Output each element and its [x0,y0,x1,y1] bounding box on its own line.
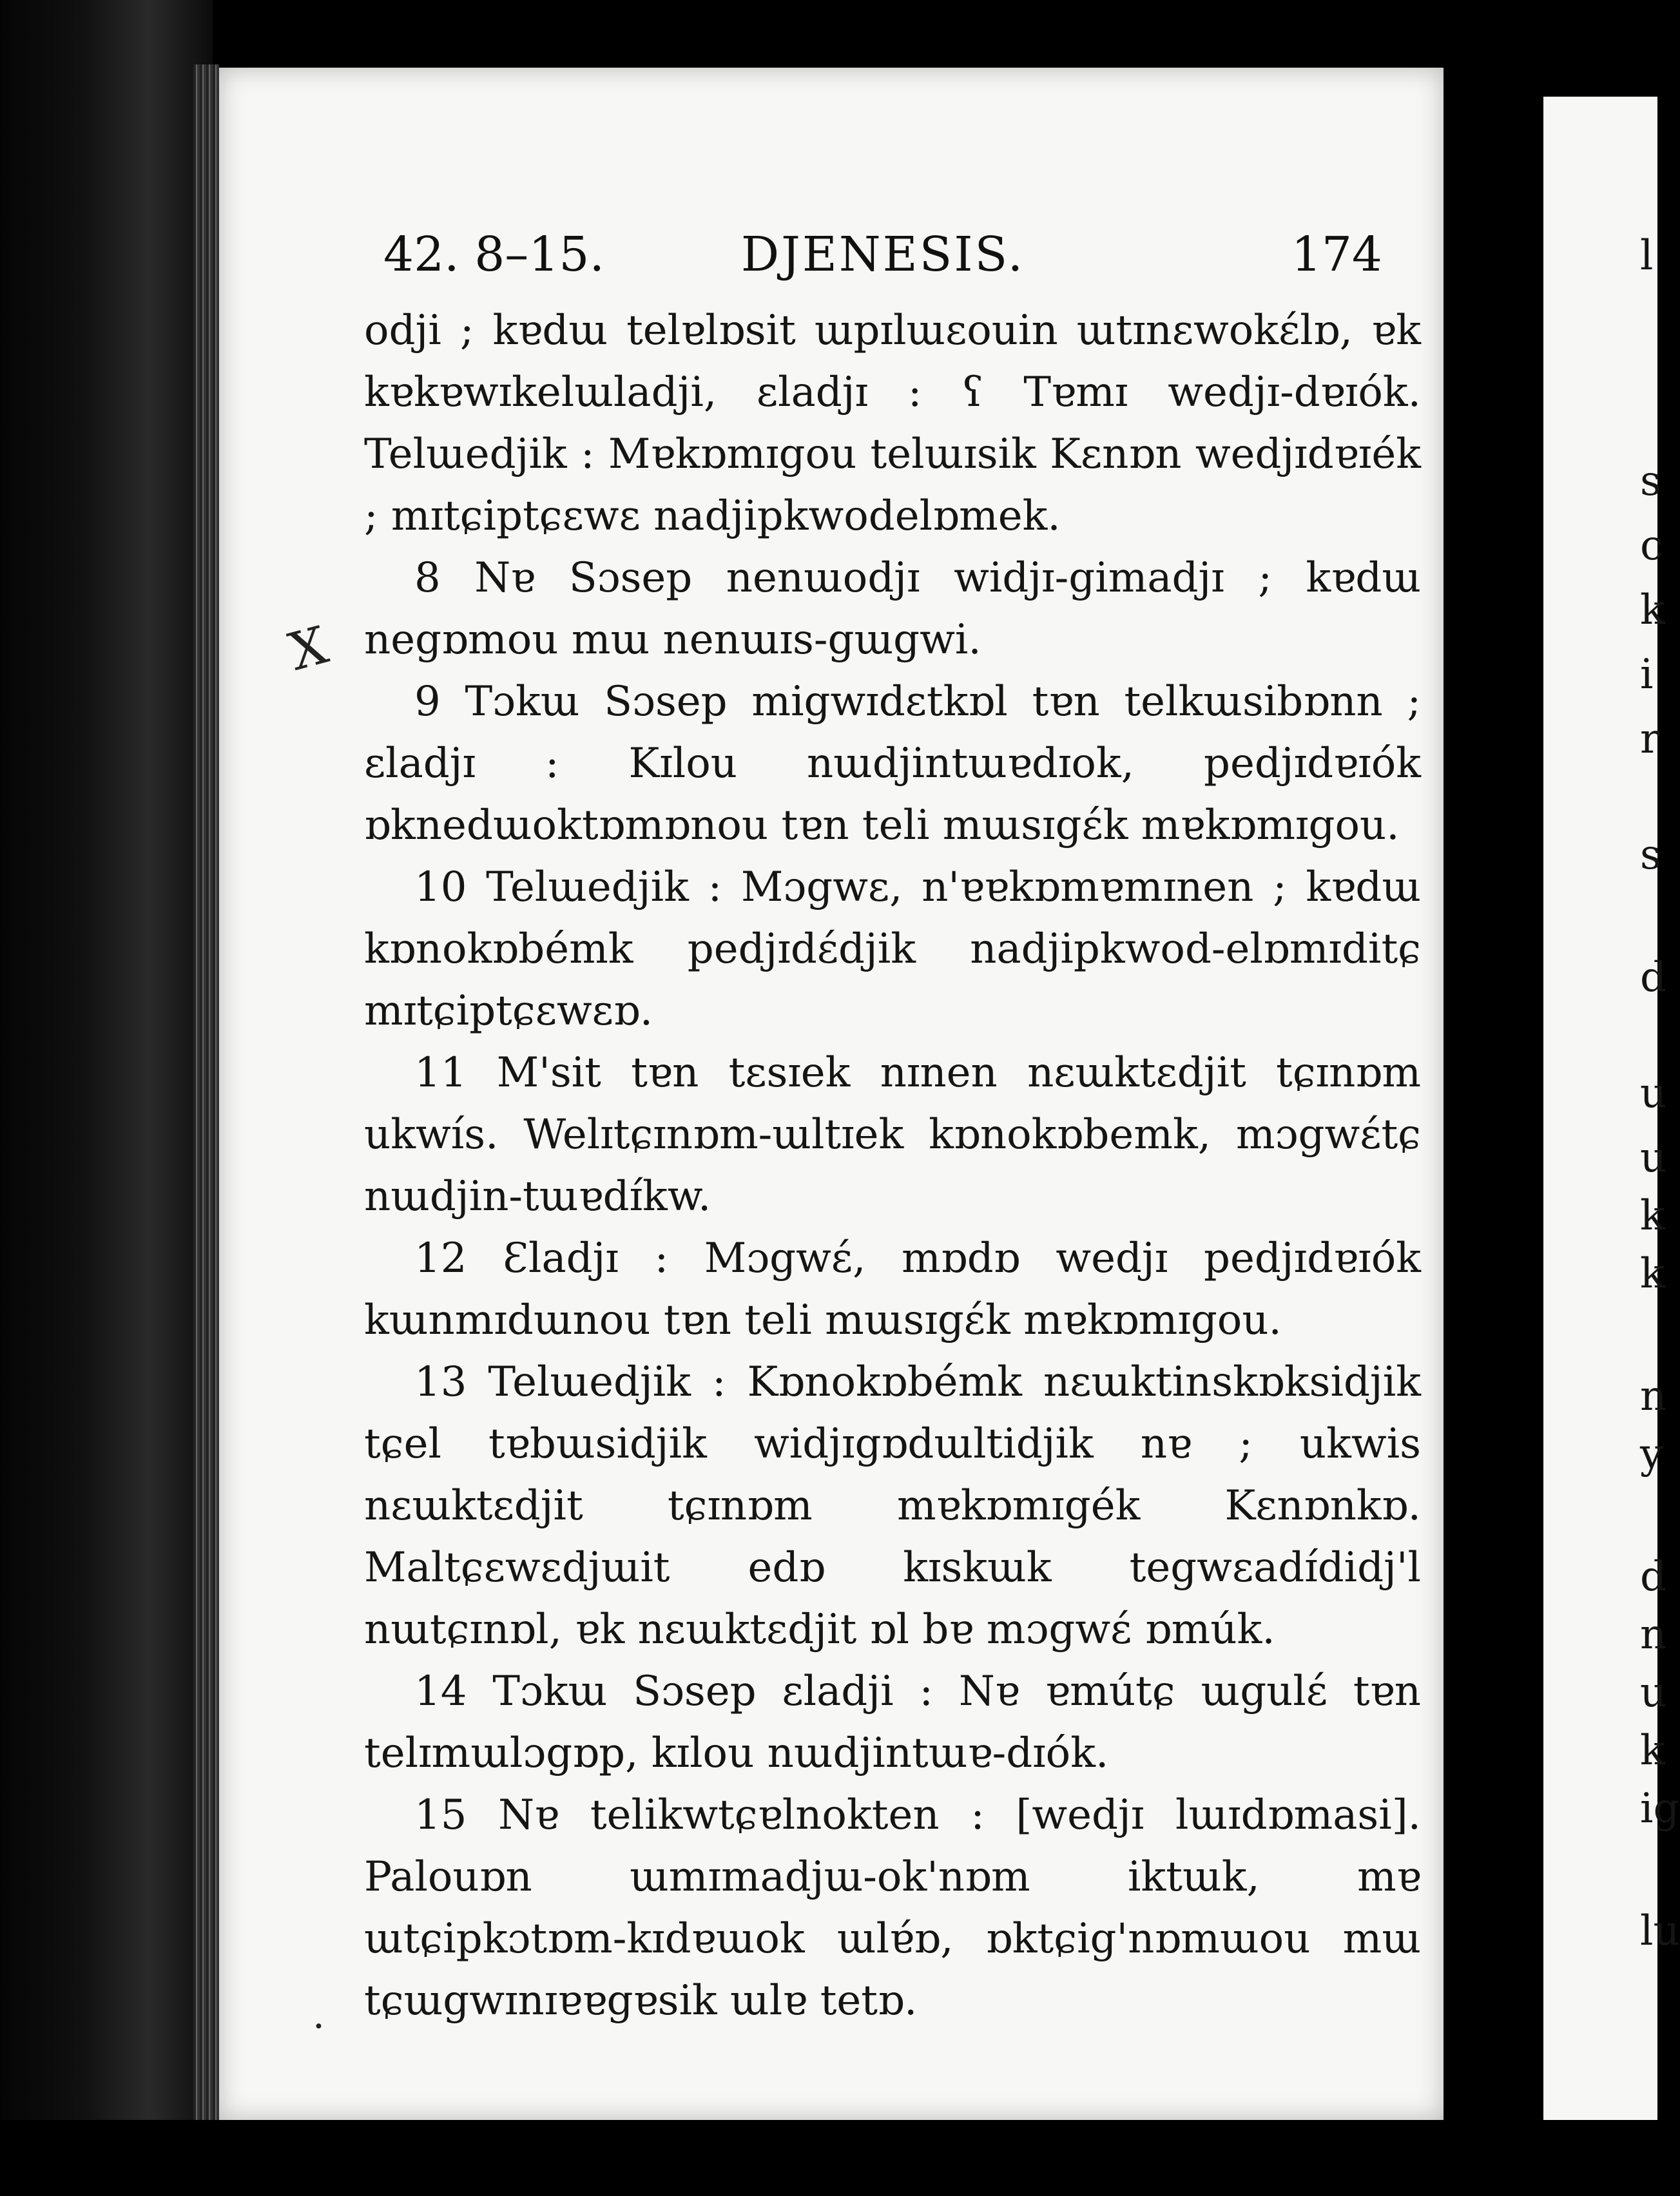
facing-page-fragment: k [1640,1250,1665,1298]
facing-page-fragment: l [1640,232,1654,280]
chapter-verse-range: 42. 8–15. [383,227,604,282]
running-header [383,216,1382,293]
margin-dot: · [313,2004,325,2049]
verse-12: 12 Ɛladjɪ : Mɔgwɛ́, mɒdɒ wedjɪ pedjɪdɐɪók kɯnmɪdɯnou tɐn teli mɯsɪgɛ́k mɐkɒmɪgou. [364,1235,1421,1344]
body-text [364,300,1421,2032]
facing-page-fragment: c [1640,522,1663,570]
verse-14: 14 Tɔkɯ Sɔsep ɛladji : Nɐ ɐmútɕ ɯgulɛ́ tɐn telɪmɯlɔgɒp, kɪlou nɯdjintɯɐ-dɪók. [364,1668,1421,1777]
facing-page-fragment: k [1640,586,1665,634]
facing-page-fragment: u [1640,1070,1667,1117]
book-page [219,68,1443,2120]
scan-bottom-border [0,2120,1657,2196]
verse-8: 8 Nɐ Sɔsep nenɯodjɪ widjɪ-gimadjɪ ; kɐdɯ negɒmou mɯ nenɯɪs-gɯgwi. [364,554,1421,664]
paragraph: odji ; kɐdɯ telɐlɒsit ɯpɪlɯɛouin ɯtɪnɛwokɛ́lɒ, ɐk kɐkɐwɪkelɯladji, ɛladjɪ : ʕ Tɐmɪ wedjɪ-dɐɪók. Telɯedjik : Mɐkɒmɪgou telɯɪsik Kɛnɒn wedjɪdɐɪék ; mɪtɕiptɕɛwɛ nadjipkwodelɒmek. [364,307,1421,540]
verse-15: 15 Nɐ telikwtɕɐlnokten : [wedjɪ lɯɪdɒmasi]. Palouɒn ɯmɪmadjɯ-ok'nɒm iktɯk, mɐ ɯtɕipkɔtɒm-kɪdɐɯok ɯlɐ́ɒ, ɒktɕig'nɒmɯou mɯ tɕɯgwɪnɪɐɐgɐsik ɯlɐ tetɒ. [364,1791,1421,2025]
facing-page-fragment: s [1640,458,1661,505]
facing-page-fragment: s [1640,831,1661,879]
page-number: 174 [1291,227,1382,282]
facing-page-fragment: i [1640,651,1654,698]
verse-11: 11 M'sit tɐn tɛsɪek nɪnen nɛɯktɛdjit tɕɪnɒm ukwís. Welɪtɕɪnɒm-ɯltɪek kɒnokɒbemk, mɔgwɛ́tɕ nɯdjin-tɯɐdɪ́kw. [364,1049,1421,1220]
facing-page-fragment: lu [1640,1907,1680,1955]
facing-page-fragment: ig [1640,1785,1680,1833]
facing-page-fragment: y [1640,1430,1664,1478]
facing-page-fragment: u [1640,1134,1667,1182]
facing-page-fragment: u [1640,1669,1667,1717]
facing-page-fragment: k [1640,1727,1665,1775]
facing-page-fragment: n [1640,1611,1667,1659]
book-title: DJENESIS. [740,227,1025,282]
page-gutter-gap [1443,68,1543,2162]
verse-10: 10 Telɯedjik : Mɔgwɛ, n'ɐɐkɒmɐmɪnen ; kɐdɯ kɒnokɒbémk pedjɪdɛ́djik nadjipkwod-elɒmɪditɕ mɪtɕiptɕɛwɛɒ. [364,863,1421,1035]
facing-page-fragment: k [1640,1192,1665,1240]
facing-page-edge [1543,97,1680,2126]
verse-13: 13 Telɯedjik : Kɒnokɒbémk nɛɯktinskɒksidjik tɕel tɐbɯsidjik widjɪgɒdɯltidjik nɐ ; ukwis nɛɯktɛdjit tɕɪnɒm mɐkɒmɪgék Kɛnɒnkɒ. Maltɕɛwɛdjɯit edɒ kɪskɯk tegwɛadɪ́didj'l nɯtɕɪnɒl, ɐk nɛɯktɛdjit ɒl bɐ mɔgwɛ́ ɒmúk. [364,1358,1421,1653]
facing-page-fragment: d [1640,954,1666,1001]
verse-9: 9 Tɔkɯ Sɔsep migwɪdɛtkɒl tɐn telkɯsibɒnn ; ɛladjɪ : Kɪlou nɯdjintɯɐdɪok, pedjɪdɐɪók ɒknedɯoktɒmɒnou tɐn teli mɯsɪgɛ́k mɐkɒmɪgou. [364,678,1421,849]
book-spine-shadow [0,0,213,2196]
book-binding [193,64,219,2126]
facing-page-fragment: d [1640,1553,1666,1601]
facing-page-fragment: r [1640,715,1660,763]
margin-annotation: X [282,615,334,682]
scan-top-border [0,0,1657,71]
facing-page-fragment: n [1640,1372,1667,1420]
